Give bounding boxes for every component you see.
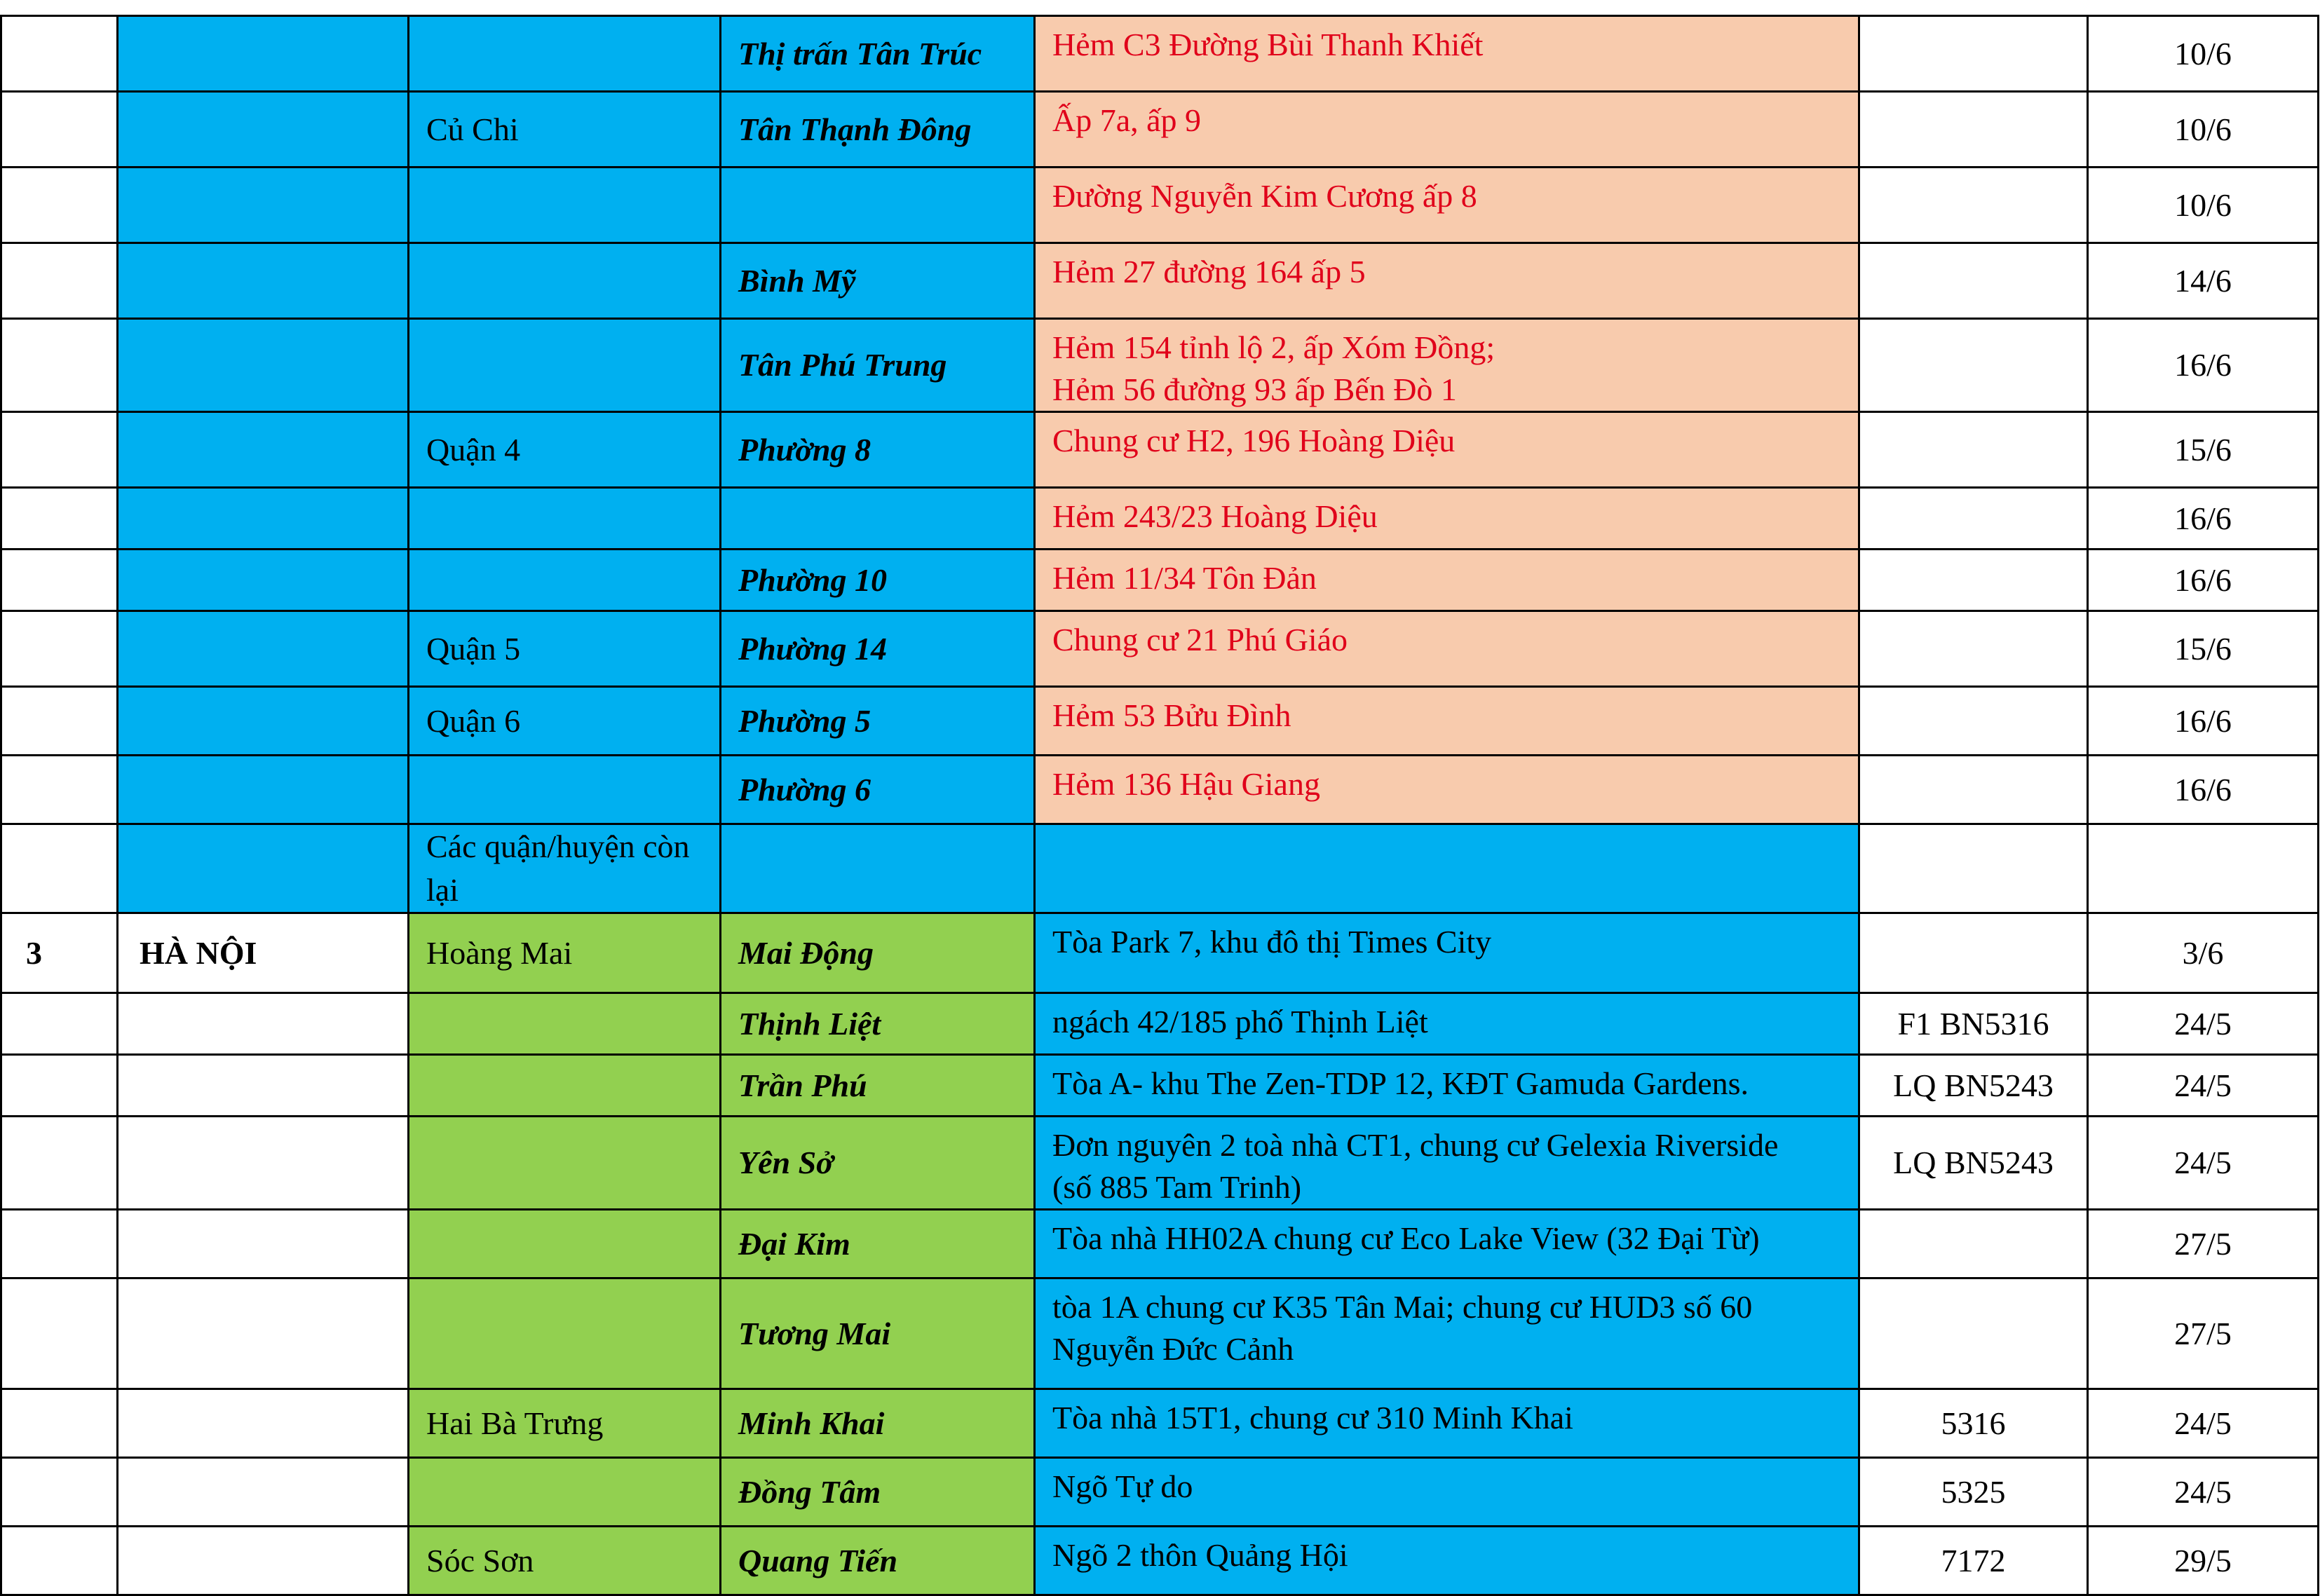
cell-case-code <box>1859 243 2088 319</box>
address-line: Hẻm 27 đường 164 ấp 5 <box>1052 254 1366 289</box>
cell-ward: Tương Mai <box>721 1278 1035 1389</box>
cell-date: 29/5 <box>2088 1527 2319 1595</box>
cell-case-code: 5325 <box>1859 1458 2088 1527</box>
cell-date: 24/5 <box>2088 1458 2319 1527</box>
cell-date: 10/6 <box>2088 168 2319 243</box>
cell-district: Củ Chi <box>409 92 721 168</box>
cell-date <box>2088 824 2319 913</box>
cell-ward: Yên Sở <box>721 1117 1035 1210</box>
cell-city <box>118 824 409 913</box>
cell-district: Quận 4 <box>409 412 721 488</box>
cell-ward: Phường 6 <box>721 756 1035 824</box>
address-line: Đường Nguyễn Kim Cương ấp 8 <box>1052 178 1477 214</box>
cell-stt <box>1 993 118 1055</box>
table-row <box>1 1117 2319 1210</box>
cell-city <box>118 993 409 1055</box>
cell-district <box>409 488 721 550</box>
cell-stt <box>1 412 118 488</box>
cell-stt <box>1 1117 118 1210</box>
cell-case-code <box>1859 611 2088 687</box>
cell-stt <box>1 92 118 168</box>
address-line: Hẻm 136 Hậu Giang <box>1052 766 1320 802</box>
cell-city <box>118 1389 409 1458</box>
cell-district <box>409 319 721 412</box>
cell-case-code <box>1859 756 2088 824</box>
cell-ward <box>721 824 1035 913</box>
cell-case-code <box>1859 168 2088 243</box>
cell-city <box>118 550 409 611</box>
table-row <box>1 1527 2319 1595</box>
cell-date: 15/6 <box>2088 412 2319 488</box>
cell-district <box>409 1117 721 1210</box>
cell-date: 24/5 <box>2088 1117 2319 1210</box>
cell-stt <box>1 1458 118 1527</box>
cell-address <box>1035 1527 1859 1595</box>
table-row <box>1 1389 2319 1458</box>
cell-case-code <box>1859 319 2088 412</box>
table-row <box>1 1055 2319 1117</box>
cell-district <box>409 1055 721 1117</box>
cell-address <box>1035 550 1859 611</box>
table-row <box>1 16 2319 92</box>
address-line: Hẻm 154 tỉnh lộ 2, ấp Xóm Đồng; <box>1052 329 1495 365</box>
table-row <box>1 824 2319 913</box>
cell-case-code: F1 BN5316 <box>1859 993 2088 1055</box>
cell-address <box>1035 16 1859 92</box>
cell-district <box>409 1458 721 1527</box>
address-line: Đơn nguyên 2 toà nhà CT1, chung cư Gelexia Riverside <box>1052 1127 1779 1163</box>
cell-district <box>409 1210 721 1278</box>
cell-stt <box>1 550 118 611</box>
cell-district: Quận 6 <box>409 687 721 756</box>
cell-stt <box>1 168 118 243</box>
cell-stt <box>1 1210 118 1278</box>
cell-address <box>1035 824 1859 913</box>
cell-address <box>1035 1458 1859 1527</box>
cell-city <box>118 1527 409 1595</box>
cell-date: 16/6 <box>2088 488 2319 550</box>
table-row <box>1 168 2319 243</box>
cell-stt: 3 <box>1 913 118 993</box>
address-line: Hẻm 53 Bửu Đình <box>1052 697 1291 733</box>
table-body <box>1 16 2319 1595</box>
cell-ward: Tân Thạnh Đông <box>721 92 1035 168</box>
cell-case-code <box>1859 412 2088 488</box>
cell-district: Hai Bà Trưng <box>409 1389 721 1458</box>
address-line: Tòa A- khu The Zen-TDP 12, KĐT Gamuda Gardens. <box>1052 1065 1749 1101</box>
address-line: Chung cư H2, 196 Hoàng Diệu <box>1052 423 1456 458</box>
table-row <box>1 488 2319 550</box>
cell-ward: Bình Mỹ <box>721 243 1035 319</box>
table-row <box>1 993 2319 1055</box>
table-row <box>1 1278 2319 1389</box>
address-line: ngách 42/185 phố Thịnh Liệt <box>1052 1004 1428 1039</box>
cell-district <box>409 993 721 1055</box>
cell-ward: Phường 10 <box>721 550 1035 611</box>
cell-city <box>118 168 409 243</box>
address-line: (số 885 Tam Trinh) <box>1052 1169 1302 1205</box>
table-row <box>1 550 2319 611</box>
cell-stt <box>1 687 118 756</box>
cell-date: 15/6 <box>2088 611 2319 687</box>
cell-city <box>118 756 409 824</box>
address-line: tòa 1A chung cư K35 Tân Mai; chung cư HUD3 số 60 <box>1052 1289 1753 1325</box>
cell-ward: Quang Tiến <box>721 1527 1035 1595</box>
cell-address <box>1035 1055 1859 1117</box>
cell-district: Quận 5 <box>409 611 721 687</box>
cell-stt <box>1 1389 118 1458</box>
address-line: Ấp 7a, ấp 9 <box>1052 102 1202 138</box>
cell-address <box>1035 319 1859 412</box>
cell-ward: Phường 14 <box>721 611 1035 687</box>
cell-ward: Minh Khai <box>721 1389 1035 1458</box>
cell-city: HÀ NỘI <box>118 913 409 993</box>
cell-case-code <box>1859 92 2088 168</box>
cell-stt <box>1 824 118 913</box>
address-line: Tòa Park 7, khu đô thị Times City <box>1052 924 1492 960</box>
cell-ward <box>721 168 1035 243</box>
table-row <box>1 1458 2319 1527</box>
cell-address <box>1035 1278 1859 1389</box>
cell-case-code <box>1859 913 2088 993</box>
outbreak-locations-table <box>0 15 2319 1596</box>
address-line: Tòa nhà HH02A chung cư Eco Lake View (32 Đại Từ) <box>1052 1220 1760 1256</box>
address-line: Chung cư 21 Phú Giáo <box>1052 622 1348 657</box>
cell-address <box>1035 168 1859 243</box>
cell-date: 24/5 <box>2088 993 2319 1055</box>
cell-case-code <box>1859 16 2088 92</box>
cell-ward <box>721 488 1035 550</box>
cell-city <box>118 319 409 412</box>
address-line: Hẻm C3 Đường Bùi Thanh Khiết <box>1052 27 1484 62</box>
cell-city <box>118 687 409 756</box>
cell-city <box>118 611 409 687</box>
cell-ward: Đại Kim <box>721 1210 1035 1278</box>
cell-ward: Đồng Tâm <box>721 1458 1035 1527</box>
cell-address <box>1035 687 1859 756</box>
cell-case-code <box>1859 488 2088 550</box>
cell-date: 16/6 <box>2088 687 2319 756</box>
cell-stt <box>1 1055 118 1117</box>
cell-ward: Trần Phú <box>721 1055 1035 1117</box>
cell-address <box>1035 1117 1859 1210</box>
cell-date: 16/6 <box>2088 319 2319 412</box>
cell-case-code <box>1859 550 2088 611</box>
table-row <box>1 687 2319 756</box>
cell-stt <box>1 319 118 412</box>
cell-case-code: 7172 <box>1859 1527 2088 1595</box>
cell-stt <box>1 1527 118 1595</box>
cell-case-code <box>1859 824 2088 913</box>
table-row <box>1 756 2319 824</box>
table-row <box>1 1210 2319 1278</box>
cell-district: Hoàng Mai <box>409 913 721 993</box>
cell-stt <box>1 611 118 687</box>
cell-address <box>1035 243 1859 319</box>
cell-ward: Thị trấn Tân Trúc <box>721 16 1035 92</box>
cell-case-code: LQ BN5243 <box>1859 1055 2088 1117</box>
cell-stt <box>1 16 118 92</box>
cell-address <box>1035 412 1859 488</box>
cell-city <box>118 1117 409 1210</box>
cell-date: 24/5 <box>2088 1055 2319 1117</box>
cell-city <box>118 412 409 488</box>
cell-city <box>118 243 409 319</box>
table-row <box>1 319 2319 412</box>
address-line: Ngõ 2 thôn Quảng Hội <box>1052 1537 1348 1573</box>
cell-stt <box>1 488 118 550</box>
cell-district <box>409 16 721 92</box>
cell-district <box>409 1278 721 1389</box>
cell-date: 3/6 <box>2088 913 2319 993</box>
table-row <box>1 92 2319 168</box>
cell-district <box>409 168 721 243</box>
cell-address <box>1035 756 1859 824</box>
cell-stt <box>1 756 118 824</box>
cell-case-code <box>1859 1210 2088 1278</box>
cell-address <box>1035 92 1859 168</box>
cell-ward: Phường 5 <box>721 687 1035 756</box>
cell-address <box>1035 611 1859 687</box>
cell-district: Sóc Sơn <box>409 1527 721 1595</box>
cell-city <box>118 488 409 550</box>
cell-stt <box>1 243 118 319</box>
cell-date: 10/6 <box>2088 16 2319 92</box>
cell-date: 27/5 <box>2088 1278 2319 1389</box>
cell-date: 24/5 <box>2088 1389 2319 1458</box>
cell-ward: Phường 8 <box>721 412 1035 488</box>
cell-city <box>118 1278 409 1389</box>
cell-date: 16/6 <box>2088 550 2319 611</box>
cell-case-code: 5316 <box>1859 1389 2088 1458</box>
cell-case-code: LQ BN5243 <box>1859 1117 2088 1210</box>
table-row <box>1 611 2319 687</box>
address-line: Tòa nhà 15T1, chung cư 310 Minh Khai <box>1052 1400 1573 1435</box>
cell-date: 16/6 <box>2088 756 2319 824</box>
cell-city <box>118 92 409 168</box>
cell-date: 10/6 <box>2088 92 2319 168</box>
cell-district: Các quận/huyện còn lại <box>409 824 721 913</box>
cell-district <box>409 550 721 611</box>
cell-address <box>1035 488 1859 550</box>
cell-address <box>1035 913 1859 993</box>
cell-address <box>1035 1389 1859 1458</box>
address-line: Hẻm 11/34 Tôn Đản <box>1052 560 1317 596</box>
address-line: Hẻm 243/23 Hoàng Diệu <box>1052 498 1378 534</box>
cell-case-code <box>1859 1278 2088 1389</box>
cell-address <box>1035 993 1859 1055</box>
cell-city <box>118 1458 409 1527</box>
address-line: Hẻm 56 đường 93 ấp Bến Đò 1 <box>1052 371 1457 407</box>
cell-district <box>409 243 721 319</box>
address-line: Nguyễn Đức Cảnh <box>1052 1331 1294 1367</box>
cell-ward: Thịnh Liệt <box>721 993 1035 1055</box>
cell-ward: Tân Phú Trung <box>721 319 1035 412</box>
cell-district <box>409 756 721 824</box>
cell-case-code <box>1859 687 2088 756</box>
cell-city <box>118 1210 409 1278</box>
cell-ward: Mai Động <box>721 913 1035 993</box>
address-line: Ngõ Tự do <box>1052 1468 1193 1504</box>
cell-date: 27/5 <box>2088 1210 2319 1278</box>
cell-date: 14/6 <box>2088 243 2319 319</box>
cell-city <box>118 16 409 92</box>
cell-stt <box>1 1278 118 1389</box>
cell-address <box>1035 1210 1859 1278</box>
cell-city <box>118 1055 409 1117</box>
table-row <box>1 412 2319 488</box>
table-row <box>1 913 2319 993</box>
table-row <box>1 243 2319 319</box>
